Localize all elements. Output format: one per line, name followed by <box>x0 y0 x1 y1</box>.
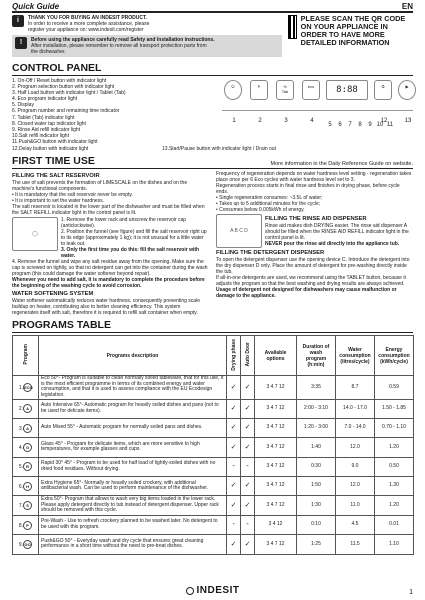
energy-cell: 1.20 <box>375 496 414 515</box>
detergent-warning: Usage of detergent not designed for dishwashers may cause malfunction or damage to the appliance. <box>216 287 397 300</box>
program-icon: A <box>23 404 32 413</box>
warning-icon: ! <box>15 37 27 49</box>
legend-item: 11.Push&GO button with indicator light <box>12 138 98 145</box>
water-cell: 4.5 <box>336 515 375 534</box>
column-header <box>297 336 336 376</box>
water-cell: 7.0 - 14.0 <box>336 418 375 437</box>
legend-item: 1. On-Off / Reset button with indicator light <box>12 78 107 84</box>
brand-icon <box>186 587 194 595</box>
program-number-cell <box>13 418 39 437</box>
column-header-label: Program <box>22 344 29 365</box>
legend-item: 5. Display <box>12 102 34 109</box>
salt-warning: Whenever you need to add salt, it is mandatory to complete the procedure before the beginning of the washing cycle to avoid corrosion. <box>12 277 205 290</box>
autodoor-check: - <box>241 515 255 534</box>
safety-text: Before using the appliance carefully read Safety and Installation instructions. <box>31 37 215 43</box>
program-number: 4. <box>18 444 24 451</box>
thanks-text: THANK YOU FOR BUYING AN INDESIT PRODUCT. <box>28 15 147 21</box>
column-header <box>227 336 241 376</box>
column-header-label: Programs description <box>106 352 159 359</box>
autodoor-check: ✓ <box>241 496 255 515</box>
program-icon: GO <box>24 541 31 547</box>
safety-notice <box>12 35 282 57</box>
rinse-title: FILLING THE RINSE AID DISPENSER <box>265 216 367 223</box>
regeneration-text: • Single regeneration consumes: ~3.5L of water; <box>216 195 323 202</box>
options-cell: 3 4 7 12 <box>255 457 297 476</box>
options-cell: 3 4 7 12 <box>255 438 297 457</box>
legend-item: 4. Eco program indicator light <box>12 96 78 103</box>
duration-cell: 0:10 <box>297 515 336 534</box>
autodoor-check: ✓ <box>241 399 255 418</box>
regeneration-text: Regeneration process starts in final rinse and finishes in drying phase, before cycle ends. <box>216 183 400 196</box>
rinse-text: Rinse aid makes dish DRYING easier. The rinse aid dispenser A should be filled when the RINSE AID REFILL indicator light in the control panel is lit. <box>265 223 409 242</box>
water-cell: 9.0 <box>336 457 375 476</box>
duration-cell: 1:25 <box>297 535 336 554</box>
qr-instructions: PLEASE SCAN THE QR CODE ON YOUR APPLIANCE IN ORDER TO HAVE MORE DETAILED INFORMATION <box>300 14 406 47</box>
energy-cell: 0.01 <box>375 515 414 534</box>
register-line: register your appliance on: www.indesit.com/register <box>28 27 144 33</box>
column-header <box>241 336 255 376</box>
control-panel-legend <box>12 78 212 145</box>
intro-line: In order to receive a more complete assistance, please <box>28 21 150 27</box>
program-description: Pre-Wash - Use to refresh crockery planned to be washed later. No detergent to be used with this program. <box>39 515 227 534</box>
detergent-text: To open the detergent dispenser use the opening device C. Introduce the detergent into the dry dispenser D only. Place the amount of detergent for pre-washing directly inside the tub. <box>216 257 410 276</box>
water-cell: 11.0 <box>336 496 375 515</box>
water-cell: 12.0 <box>336 438 375 457</box>
softener-title: WATER SOFTENING SYSTEM <box>12 291 94 298</box>
energy-cell: 0.50 <box>375 457 414 476</box>
column-header-label: Energy consumption (kWh/cycle) <box>378 346 410 365</box>
regeneration-text: • Consumes below 0.005kWh of energy. <box>216 207 305 214</box>
legend-item: 9. Rinse Aid refill indicator light <box>12 126 81 133</box>
reference-note: More information in the Daily Reference Guide on website. <box>270 161 413 168</box>
start-pause-icon: ▶ <box>398 80 416 100</box>
drying-check: ✓ <box>227 418 241 437</box>
first-time-header <box>12 155 413 169</box>
column-header <box>375 336 414 376</box>
callout-number: 6 <box>338 122 342 128</box>
column-header-label: Available options <box>264 349 287 362</box>
salt-text: The salt reservoir is located in the lower part of the dishwasher and must be filled when the SALT REFILL indicator light in the control panel is lit. <box>12 204 205 217</box>
half-load-button-diagram: ½ Tab <box>276 80 294 100</box>
rinse-warning: NEVER pour the rinse aid directly into the appliance tub. <box>265 241 400 248</box>
drying-check: ✓ <box>227 477 241 496</box>
options-cell: 3 4 7 12 <box>255 418 297 437</box>
page-number: 1 <box>409 589 413 596</box>
options-cell: 3 4 7 12 <box>255 496 297 515</box>
legend-item: 7. Tablet (Tab) indicator light <box>12 114 75 121</box>
callout-number: 11 <box>386 122 394 128</box>
power-icon: ⏻ <box>224 80 242 100</box>
table-row <box>13 438 414 457</box>
table-row <box>13 399 414 418</box>
control-panel-section <box>12 78 413 145</box>
legend-item: 2. Program selection button with indicator light <box>12 84 115 91</box>
column-header <box>255 336 297 376</box>
column-header-label: Auto Door <box>244 342 251 367</box>
first-time-title: FIRST TIME USE <box>12 155 95 168</box>
delay-button-diagram: ⏲ <box>374 80 392 100</box>
duration-cell: 0:30 <box>297 457 336 476</box>
program-icon: R <box>23 462 32 471</box>
program-number: 2. <box>18 406 24 413</box>
control-panel-diagram <box>222 78 413 134</box>
program-number-cell <box>13 457 39 476</box>
callout-number: 5 <box>328 122 332 128</box>
detergent-text: If all-in-one detergents are used, we recommend using the TABLET button, because it adjusts the program so that the best washing and drying results are always achieved. <box>216 275 406 288</box>
table-row <box>13 515 414 534</box>
legend-item: 3. Half Load button with indicator light / Tablet (Tab) <box>12 90 126 97</box>
autodoor-check: - <box>241 457 255 476</box>
callout-number: 2 <box>258 118 262 124</box>
header <box>12 2 413 11</box>
program-description: Eco 50°- Program is suitable to clean normally soiled tableware, that for this use, it is the most efficient programme in terms of its combined energy and water consumption, and that it is used to assess compliance with the EU Ecodesign legislation. <box>39 376 227 399</box>
salt-funnel-illustration: ◯ <box>12 217 58 251</box>
duration-cell: 1:50 <box>297 477 336 496</box>
rinse-aid-illustration: A B C D <box>216 214 262 248</box>
program-icon: P <box>23 521 32 530</box>
legend-item: 8. Closed water tap indicator light <box>12 120 86 127</box>
control-panel-title: CONTROL PANEL <box>12 62 413 76</box>
safety-line: After installation, please remember to remove all transport protection parts from <box>31 43 207 49</box>
energy-cell: 1.50 - 1.85 <box>375 399 414 418</box>
legend-item: 6. Program number and remaining time indicator <box>12 108 120 115</box>
duration-cell: 1:30 <box>297 496 336 515</box>
program-description: Auto Mixed 55° - Automatic program for normally soiled pans and dishes. <box>39 418 227 437</box>
program-number-cell <box>13 515 39 534</box>
first-time-columns <box>12 171 413 316</box>
language-tag: EN <box>401 2 413 11</box>
callout-number: 7 <box>348 122 352 128</box>
callout-number: 8 <box>358 122 362 128</box>
column-header-label: Water consumption (litres/cycle) <box>339 346 371 365</box>
program-number-cell <box>13 496 39 515</box>
water-cell: 8.7 <box>336 376 375 399</box>
program-number: 7. <box>18 503 24 510</box>
callout-number: 4 <box>310 118 314 124</box>
header-rule <box>12 11 413 13</box>
doc-title: Quick Guide <box>12 2 60 11</box>
programs-table <box>12 335 414 555</box>
duration-cell: 1:20 - 3:00 <box>297 418 336 437</box>
autodoor-check: ✓ <box>241 535 255 554</box>
program-number: 8. <box>18 522 24 529</box>
salt-step: 2. Position the funnel (see figure) and fill the salt reservoir right up to its edge (approximately 1 kg); it is not unusual for a little water to leak out. <box>61 229 207 248</box>
display-diagram: 8:88 <box>326 80 368 100</box>
callout-number: 3 <box>284 118 288 124</box>
salt-text: The use of salt prevents the formation of LIMESCALE on the dishes and on the machine's functional components. <box>12 180 188 193</box>
duration-cell: 1:40 <box>297 438 336 457</box>
salt-step: 4. Remove the funnel and wipe any salt residue away from the opening. Make sure the cap is screwed on tightly, so that no detergent can get into the container during the wash program (this could damage the water softener beyond repair). <box>12 259 208 278</box>
program-description: Extra Hygiene 65°- Normally or heavily soiled crockery, with additional antibacterial wash. Can be used to perform maintenance of the dishwasher. <box>39 477 227 496</box>
options-cell: 3 4 12 <box>255 515 297 534</box>
callout-number: 1 <box>232 118 236 124</box>
drying-check: - <box>227 457 241 476</box>
legend-item: 12.Delay button with indicator light <box>12 146 89 153</box>
info-icon: i <box>12 15 24 27</box>
program-button-diagram: P <box>250 80 268 100</box>
drying-check: ✓ <box>227 496 241 515</box>
table-row <box>13 376 414 399</box>
drying-check: - <box>227 515 241 534</box>
table-row <box>13 496 414 515</box>
programs-title: PROGRAMS TABLE <box>12 319 413 333</box>
callout-number: 9 <box>368 122 372 128</box>
program-icon: ECO <box>24 384 33 390</box>
drying-check: ✓ <box>227 399 241 418</box>
energy-cell: 0.70 - 1.10 <box>375 418 414 437</box>
salt-step: 3. Only the first time you do this: fill the salt reservoir with water. <box>61 247 200 260</box>
program-description: Auto Intensive 65°- Automatic program for heavily soiled dishes and pans (not to be used for delicate items). <box>39 399 227 418</box>
program-description: Rapid 30° 45° - Program to be used for half load of lightly-soiled dishes with no dried food residues. Without drying. <box>39 457 227 476</box>
salt-text: • It is important to set the water hardness. <box>12 198 105 205</box>
autodoor-check: ✓ <box>241 418 255 437</box>
options-cell: 3 4 7 12 <box>255 535 297 554</box>
table-row <box>13 477 414 496</box>
safety-line: the dishwasher. <box>31 49 66 55</box>
callout-number: 12 <box>380 118 388 124</box>
right-column <box>216 171 412 316</box>
column-header <box>336 336 375 376</box>
column-header <box>13 336 39 376</box>
program-number-cell <box>13 399 39 418</box>
table-row <box>13 457 414 476</box>
program-number: 1. <box>18 384 24 391</box>
duration-cell: 3:35 <box>297 376 336 399</box>
program-icon: G <box>23 443 32 452</box>
intro-section <box>12 15 413 59</box>
qr-code-icon <box>288 15 297 39</box>
drying-check: ✓ <box>227 376 241 399</box>
program-description: Extra 50°- Program that allows to wash very big items loaded in the lower rack. Please apply detergent directly to tub instead of detergent dispenser. Upper rack should be removed with this cycle. <box>39 496 227 515</box>
column-header-label: Duration of wash program (h:min) <box>302 343 330 368</box>
energy-cell: 1.20 <box>375 438 414 457</box>
detergent-title: FILLING THE DETERGENT DISPENSER <box>216 250 325 257</box>
brand-logo: INDESIT <box>196 585 240 596</box>
autodoor-check: ✓ <box>241 477 255 496</box>
autodoor-check: ✓ <box>241 376 255 399</box>
drying-check: ✓ <box>227 535 241 554</box>
regeneration-text: • Takes up to 5 additional minutes for the cycle; <box>216 201 321 208</box>
control-panel-legend-2 <box>12 146 312 152</box>
legend-item: 13.Start/Pause button with indicator light / Drain out <box>162 146 276 153</box>
program-number: 6. <box>18 483 24 490</box>
table-row <box>13 535 414 554</box>
water-cell: 14.0 - 17.0 <box>336 399 375 418</box>
column-header <box>39 336 227 376</box>
options-cell: 3 4 7 12 <box>255 477 297 496</box>
program-description: Glass 45° - Program for delicate items, which are more sensitive to high temperatures, for example glasses and cups. <box>39 438 227 457</box>
duration-cell: 2:00 - 3:10 <box>297 399 336 418</box>
water-cell: 11.5 <box>336 535 375 554</box>
program-number-cell <box>13 438 39 457</box>
program-number-cell <box>13 535 39 554</box>
energy-cell: 1.30 <box>375 477 414 496</box>
drying-check: ✓ <box>227 438 241 457</box>
legend-item: 10.Salt refill indicator light <box>12 132 69 139</box>
options-cell: 3 4 7 12 <box>255 399 297 418</box>
callout-number: 13 <box>404 118 412 124</box>
callout-number: 10 <box>376 122 384 128</box>
program-icon: A <box>23 424 32 433</box>
program-icon: S <box>23 501 32 510</box>
energy-cell: 0.59 <box>375 376 414 399</box>
left-column <box>12 171 208 316</box>
program-number-cell <box>13 376 39 399</box>
eco-icon: eco <box>302 80 320 100</box>
salt-text: • It is mandatory that the salt reservoir never be empty. <box>12 192 133 199</box>
program-description: Push&GO 50° - Everyday wash and dry cycle that ensures great cleaning performance in a short time without the need to pre-treat dishes. <box>39 535 227 554</box>
program-icon: H <box>23 482 32 491</box>
program-number: 9. <box>18 541 24 548</box>
water-cell: 12.0 <box>336 477 375 496</box>
program-number: 5. <box>18 464 24 471</box>
program-number-cell <box>13 477 39 496</box>
indicator-line <box>222 110 413 111</box>
footer <box>0 585 425 596</box>
softener-text: Water softener automatically reduces water hardness, consequently preventing scale buildup on heater, contributing also to better cleaning efficiency. This system regenerates itself with salt, therefore it is required to refill salt container when empty. <box>12 298 200 317</box>
salt-title: FILLING THE SALT RESERVOIR <box>12 173 100 180</box>
regeneration-text: Frequency of regeneration depends on water hardness level setting - regeneration takes place once per 6 Eco cycles with water hardness level set to 3. <box>216 171 412 184</box>
program-number: 3. <box>18 425 24 432</box>
energy-cell: 1.10 <box>375 535 414 554</box>
column-header-label: Drying phase <box>230 338 237 371</box>
options-cell: 3 4 7 12 <box>255 376 297 399</box>
autodoor-check: ✓ <box>241 438 255 457</box>
salt-step: 1. Remove the lower rack and unscrew the reservoir cap (anticlockwise). <box>61 217 187 230</box>
table-row <box>13 418 414 437</box>
table-header-row <box>13 336 414 376</box>
